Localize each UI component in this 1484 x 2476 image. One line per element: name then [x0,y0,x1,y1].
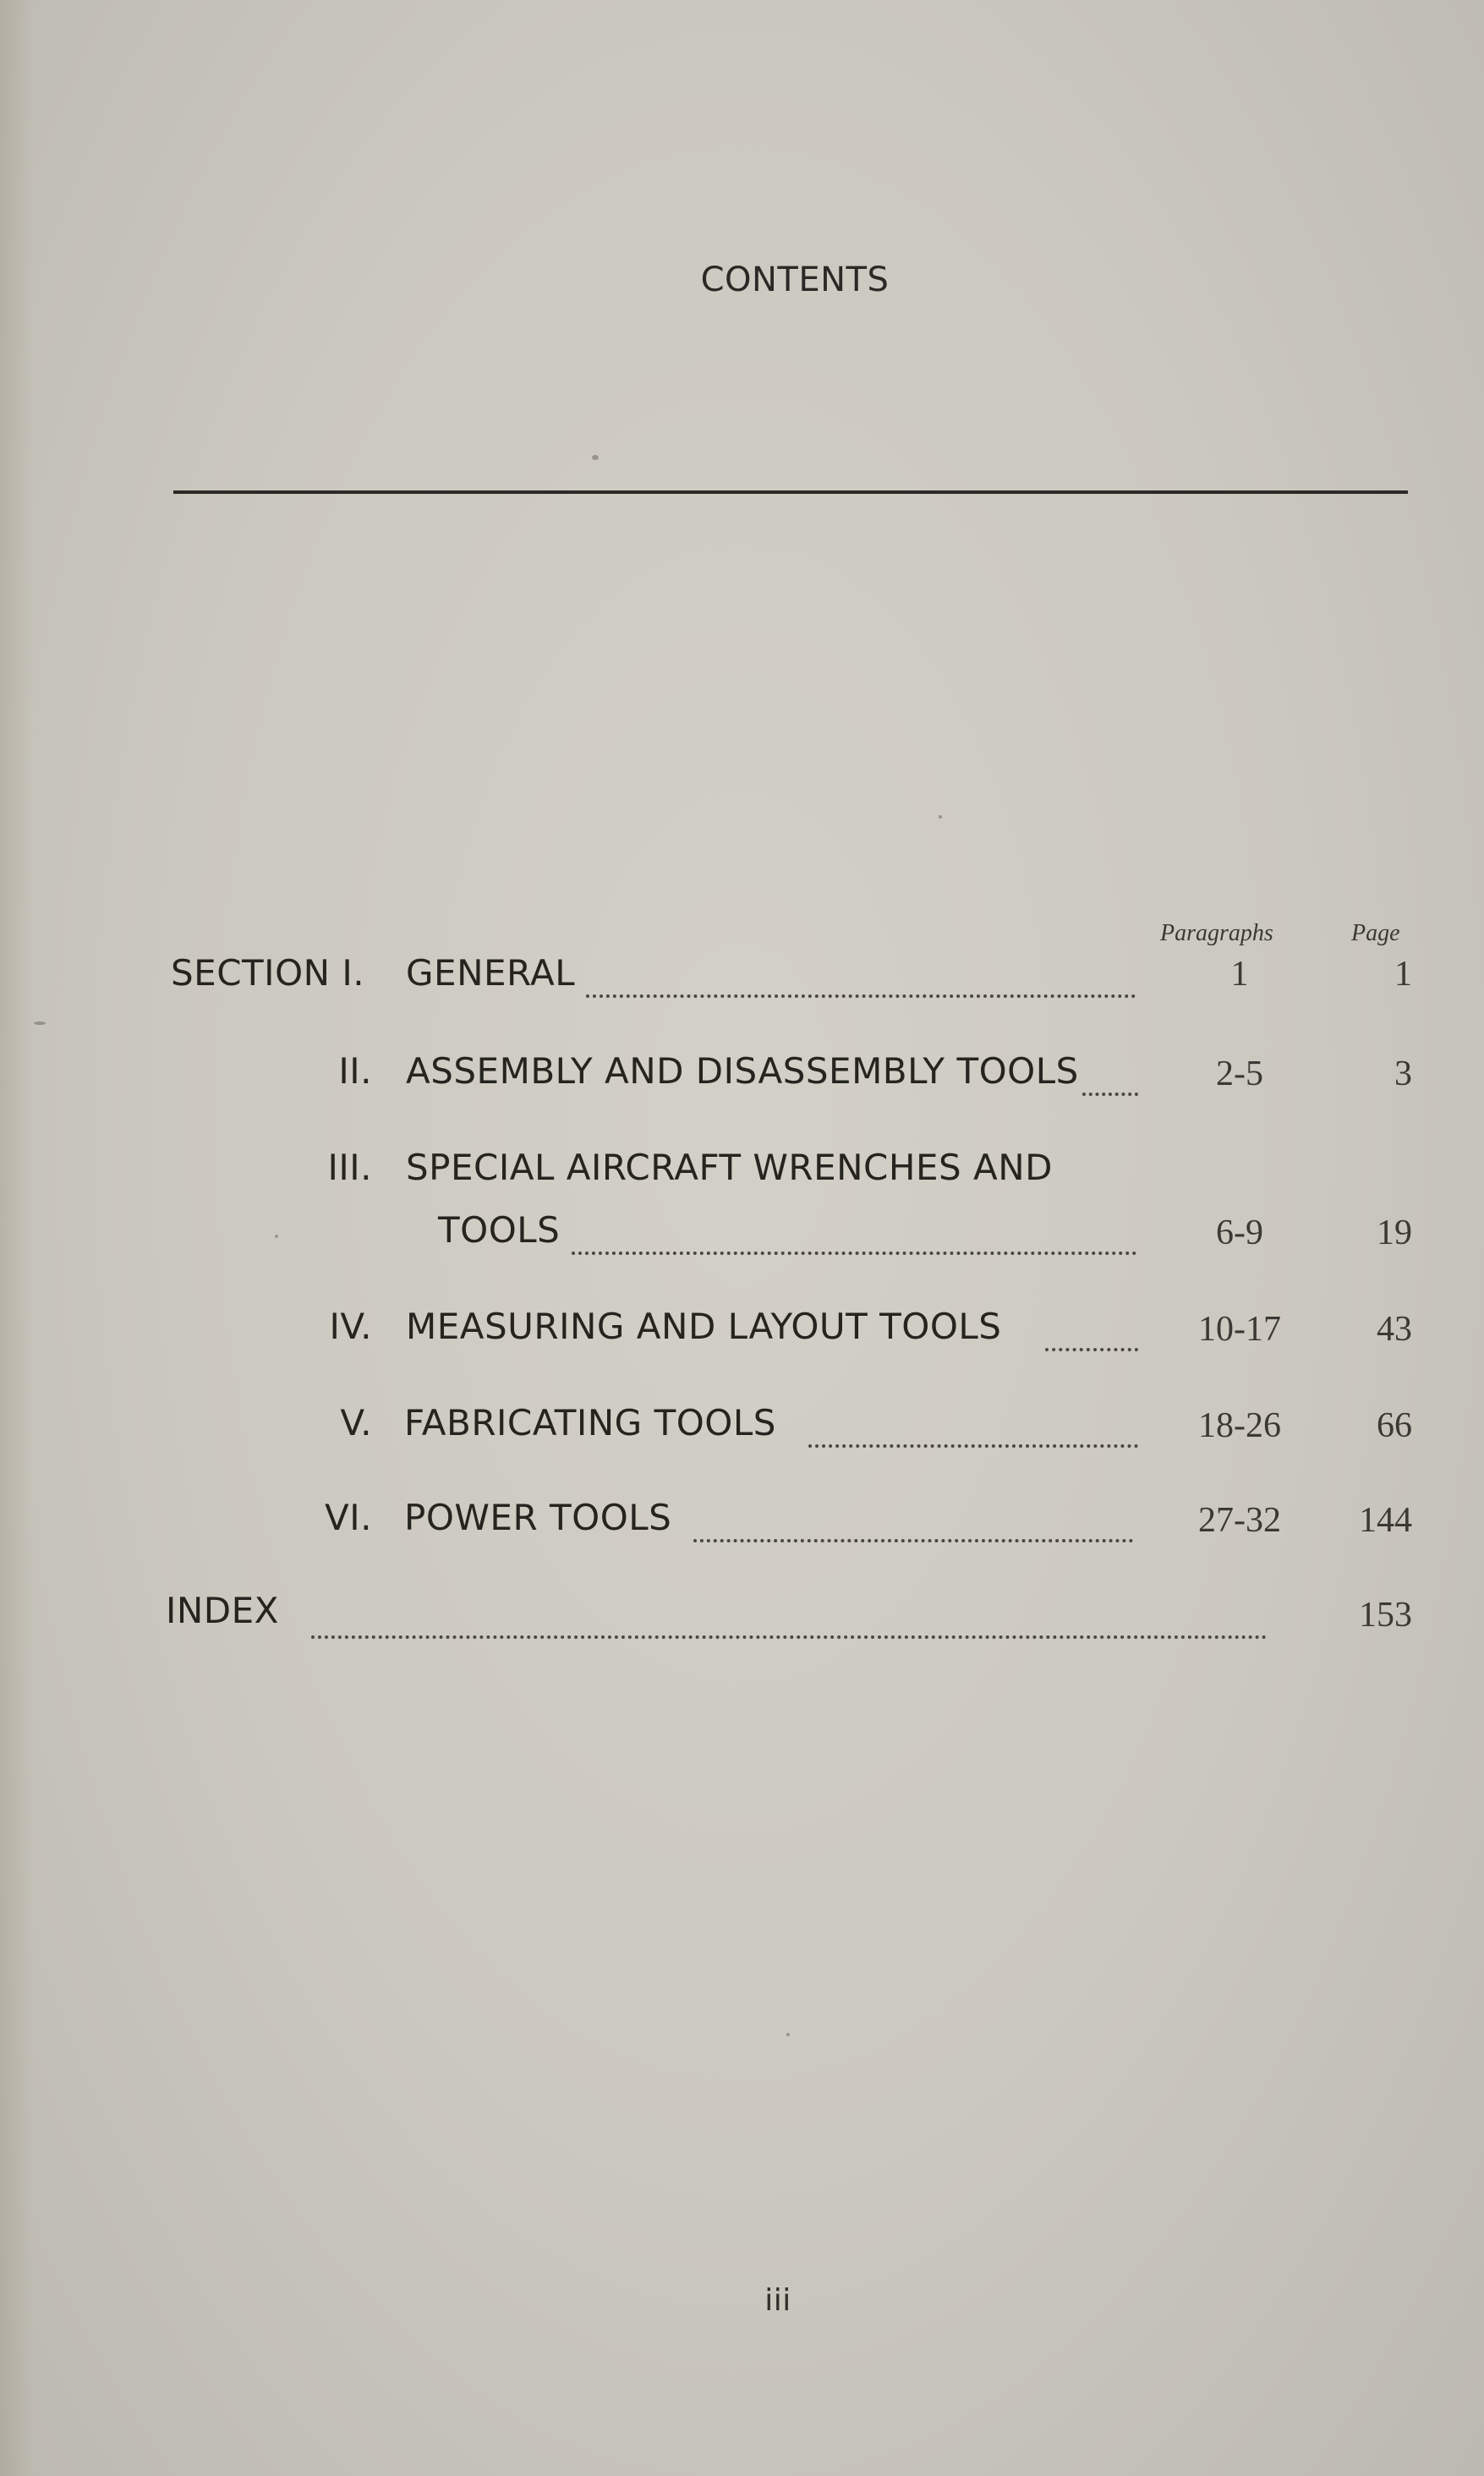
paragraphs-value: 2-5 [1216,1054,1263,1093]
dot-leader [586,961,1136,998]
dot-leader [693,1505,1133,1542]
toc-entry [0,1306,1484,1356]
section-number: SECTION I. [171,952,365,994]
section-title: MEASURING AND LAYOUT TOOLS [406,1306,1002,1347]
paper-speck [939,815,942,819]
page-value: 144 [1359,1501,1412,1540]
paragraphs-value: 18-26 [1198,1406,1281,1445]
section-title: TOOLS [438,1209,561,1251]
dot-leader [572,1218,1136,1255]
section-title: ASSEMBLY AND DISASSEMBLY TOOLS [406,1050,1079,1092]
index-label: INDEX [166,1590,279,1631]
dot-leader [808,1411,1138,1448]
toc-index-entry [0,1590,1484,1641]
page-value: 66 [1377,1406,1412,1445]
column-header-paragraphs: Paragraphs [1160,920,1273,946]
paragraphs-value: 1 [1230,955,1249,994]
section-number: VI. [325,1497,372,1538]
page-title: CONTENTS [700,260,890,299]
page-value: 19 [1377,1213,1412,1252]
page-value: 3 [1394,1054,1412,1093]
section-title: FABRICATING TOOLS [404,1402,776,1443]
title-rule [173,490,1408,494]
paragraphs-value: 10-17 [1198,1310,1281,1349]
section-title-line: SPECIAL AIRCRAFT WRENCHES AND [406,1147,1054,1188]
paragraphs-value: 6-9 [1216,1213,1263,1252]
toc-entry [0,1050,1484,1101]
toc-entry [0,1402,1484,1453]
paper-speck [592,455,599,460]
section-number: IV. [329,1306,372,1347]
page-value: 43 [1377,1310,1412,1349]
paper-speck [275,1235,278,1238]
column-header-page: Page [1351,920,1400,946]
page-value: 153 [1359,1596,1412,1635]
page-value: 1 [1394,955,1412,994]
dot-leader [1082,1059,1138,1096]
section-title: POWER TOOLS [404,1497,672,1538]
page-number: iii [764,2283,791,2318]
toc-entry [0,1497,1484,1548]
paragraphs-value: 27-32 [1198,1501,1281,1540]
paper-speck [786,2033,790,2036]
toc-entry [0,952,1484,1003]
section-title: GENERAL [406,952,576,994]
section-number: III. [327,1147,372,1188]
toc-entry [0,1147,1484,1197]
dot-leader [1045,1314,1138,1351]
section-number: II. [338,1050,372,1092]
toc-entry-continuation [0,1209,1484,1260]
paper-speck [34,1022,46,1025]
dot-leader [311,1602,1267,1639]
section-number: V. [340,1402,372,1443]
